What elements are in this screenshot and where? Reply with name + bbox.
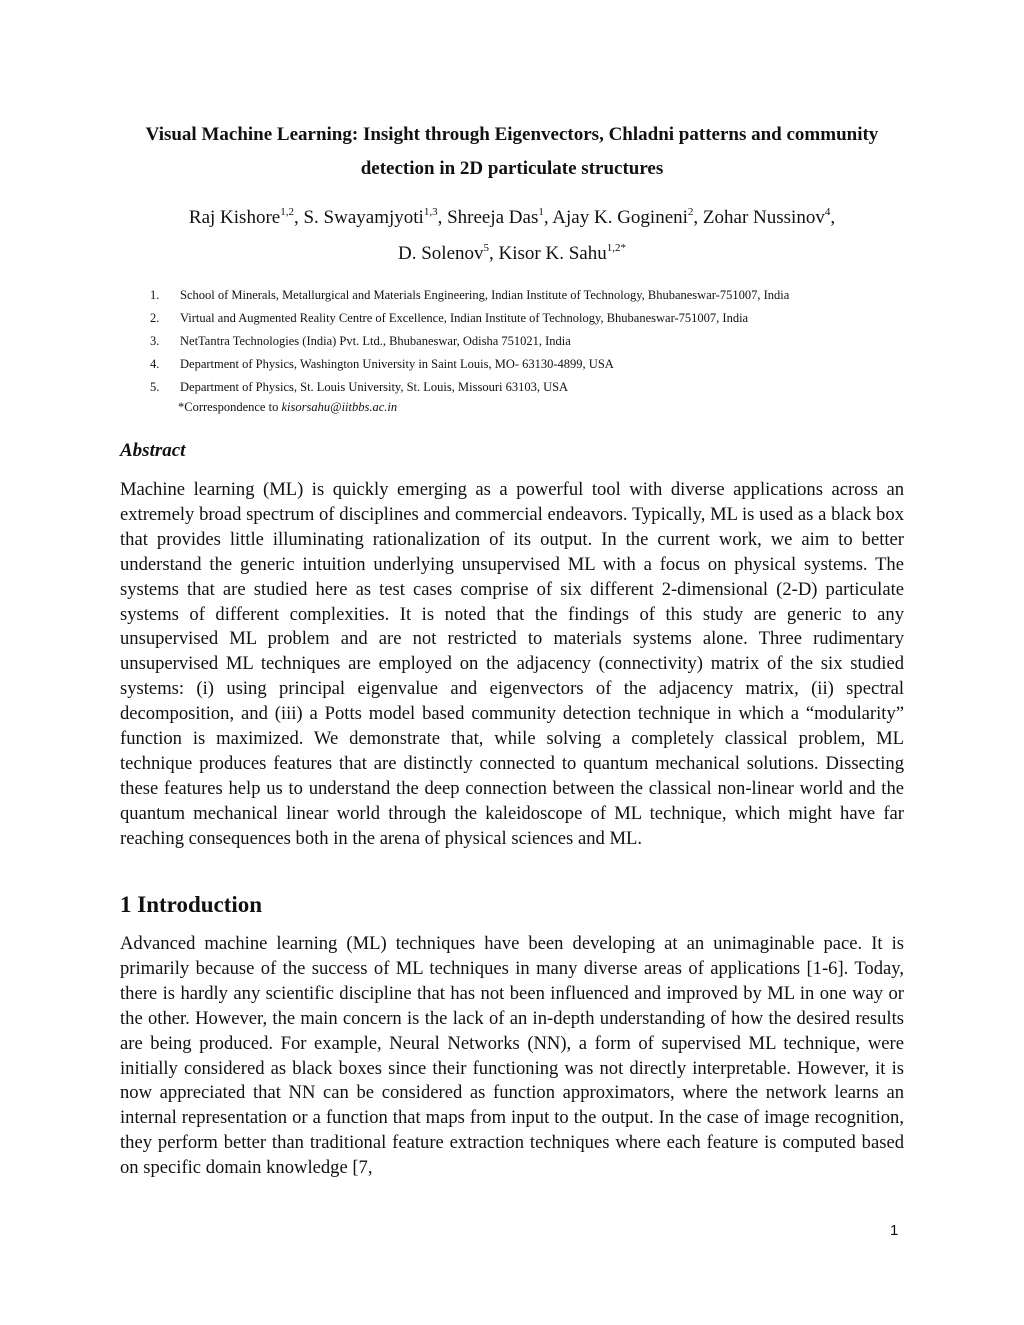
author-name: D. Solenov [398,243,484,264]
affiliation-item [150,376,910,399]
author-affil-sup: 2 [687,206,694,218]
affiliation-text: NetTantra Technologies (India) Pvt. Ltd., Bhubaneswar, Odisha 751021, India [180,334,571,348]
author-affil-sup: 4 [824,206,831,218]
author-separator: , [293,207,304,228]
correspondence-note [178,400,397,415]
paper-title [110,118,914,186]
title-line-1: Visual Machine Learning: Insight through Eigenvectors, Chladni patterns and community [145,124,879,145]
author-affil-sup: 5 [483,242,490,254]
affiliation-item [150,284,910,307]
affiliation-text: School of Minerals, Metallurgical and Materials Engineering, Indian Institute of Technology, Bhubaneswar-751007, India [180,288,790,302]
author-separator: , [543,207,553,228]
author-name: Shreeja Das [447,207,539,228]
author-line-1 [110,200,914,236]
title-line-2: detection in 2D particulate structures [360,158,664,179]
affiliation-item [150,307,910,330]
author-name: Kisor K. Sahu [498,243,607,264]
affiliation-text: Department of Physics, St. Louis University, St. Louis, Missouri 63103, USA [180,380,569,394]
author-name: Zohar Nussinov [702,207,825,228]
abstract-body: Machine learning (ML) is quickly emerging as a powerful tool with diverse applications across an extremely broad spectrum of disciplines and commercial endeavors. Typically, ML is used as a black box that provides little illuminating rationalization of its output. In the current work, we aim to better understand the generic intuition underlying unsupervised ML with a focus on physical systems. The systems that are studied here as test cases comprise of six different 2-dimensional (2-D) particulate systems of different complexities. It is noted that the findings of this study are generic to any unsupervised ML problem and are not restricted to materials systems alone. Three rudimentary unsupervised ML techniques are employed on the adjacency (connectivity) matrix of the six studied systems: (i) using principal eigenvalue and eigenvectors of the adjacency matrix, (ii) spectral decomposition, and (iii) a Potts model based community detection technique in which a “modularity” function is maximized. We demonstrate that, while solving a completely classical problem, ML technique produces features that are distinctly connected to quantum mechanical solutions. Dissecting these features help us to understand the deep connection between the classical non-linear world and the quantum mechanical linear world through the kaleidoscope of ML technique, which might have far reaching consequences both in the arena of physical sciences and ML. [120,479,904,849]
page-number: 1 [890,1222,899,1239]
affiliation-text: Virtual and Augmented Reality Centre of Excellence, Indian Institute of Technology, Bhubaneswar-751007, India [180,311,749,325]
author-list [110,200,914,272]
author-affil-sup: 1,2* [606,242,626,254]
affiliation-number: 3. [150,334,160,348]
author-affil-sup: 1,2 [280,206,294,218]
author-affil-sup: 1 [538,206,544,218]
affiliation-number: 1. [150,288,160,302]
introduction-heading: 1 Introduction [120,892,263,917]
affiliation-number: 5. [150,380,160,394]
author-affil-sup: 1,3 [423,206,438,218]
affiliation-item [150,330,910,353]
author-line-2 [110,236,914,272]
author-separator: , [437,207,448,228]
author-name: Raj Kishore [188,207,281,228]
introduction-body: Advanced machine learning (ML) techniques have been developing at an unimaginable pace. It is primarily because of the success of ML techniques in many diverse areas of applications [1-6]. Today, there is hardly any scientific discipline that has not been influenced and improved by ML in one way or the other. However, the main concern is the lack of an in-depth understanding of how the desired results are being produced. For example, Neural Networks (NN), a form of supervised ML technique, were initially considered as black boxes since their functioning was not directly interpretable. However, it is now appreciated that NN can be considered as function approximators, where the network learns an internal representation or a function that maps from input to the output. In the case of image recognition, they perform better than traditional feature extraction techniques where each feature is computed based on specific domain knowledge [7, [120,933,904,1179]
correspondence-label: *Correspondence to [178,400,282,414]
affiliation-number: 2. [150,311,160,325]
affiliation-item [150,353,910,376]
abstract-heading: Abstract [120,440,186,461]
author-name: Ajay K. Gogineni [552,207,688,228]
author-separator: , [489,243,499,264]
author-separator: , [693,207,703,228]
author-name: S. Swayamjyoti [303,207,424,228]
affiliation-number: 4. [150,357,160,371]
affiliation-text: Department of Physics, Washington University in Saint Louis, MO- 63130-4899, USA [180,357,614,371]
affiliation-list [150,284,910,399]
author-separator: , [830,207,836,228]
correspondence-email[interactable]: kisorsahu@iitbbs.ac.in [281,400,398,414]
